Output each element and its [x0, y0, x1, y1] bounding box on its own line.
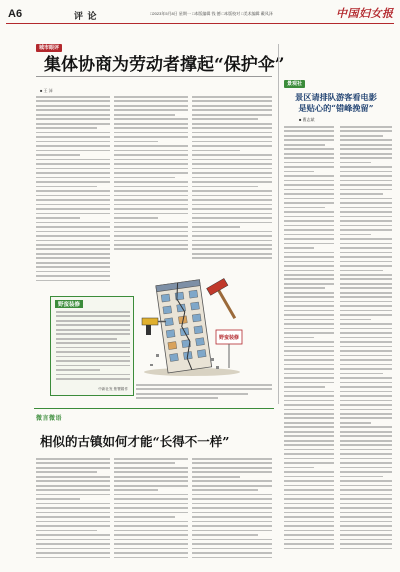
- illustration-sign-text: 野蛮装修: [218, 335, 240, 341]
- bottom-article-tag: 微言微语: [36, 416, 63, 422]
- main-text-col-3: [192, 96, 272, 266]
- header-rule: [6, 23, 394, 24]
- sidebar-box-text: [56, 311, 130, 383]
- main-text-tail: [136, 384, 272, 402]
- masthead-logo: 中国妇女报: [336, 7, 394, 20]
- bottom-text-col-3: [192, 458, 272, 566]
- right-article-tag: 景观社: [284, 80, 305, 88]
- right-text-col-2: [340, 126, 392, 562]
- main-article-byline: ■ 王 沛: [40, 88, 53, 93]
- column-divider: [278, 44, 279, 404]
- bottom-text-col-2: [114, 458, 188, 566]
- bottom-section-rule: [34, 408, 274, 409]
- bottom-text-col-1: [36, 458, 110, 566]
- sidebar-box-title: 野蛮装修: [55, 300, 83, 308]
- sidebar-box: [50, 296, 134, 396]
- issue-meta: □2023年5月8日 星期一 □本版编辑 钱 德 □本版校对 □美术编辑 戴凤泽: [150, 11, 273, 16]
- cartoon-illustration: [136, 268, 249, 380]
- right-article-author: ■ 曹志斌: [299, 117, 315, 122]
- main-text-col-1: [36, 96, 110, 288]
- right-text-col-1: [284, 126, 334, 562]
- section-title: 评 论: [74, 11, 98, 21]
- right-article-title: [284, 92, 388, 114]
- main-text-col-2: [114, 96, 188, 256]
- sidebar-box-signature: 中新社发 焦署娟作: [98, 387, 128, 391]
- right-article-title-line1: 景区请排队游客看电影: [295, 92, 377, 102]
- main-article-title: 集体协商为劳动者撑起“保护伞”: [44, 55, 285, 75]
- main-article-tag: 城市眼评: [36, 44, 62, 52]
- page-number: A6: [8, 8, 23, 20]
- right-article-title-line2: 是贴心的“错峰挽留”: [298, 103, 374, 113]
- bottom-article-title: 相似的古镇如何才能“长得不一样”: [40, 434, 230, 449]
- title-rule: [36, 76, 272, 77]
